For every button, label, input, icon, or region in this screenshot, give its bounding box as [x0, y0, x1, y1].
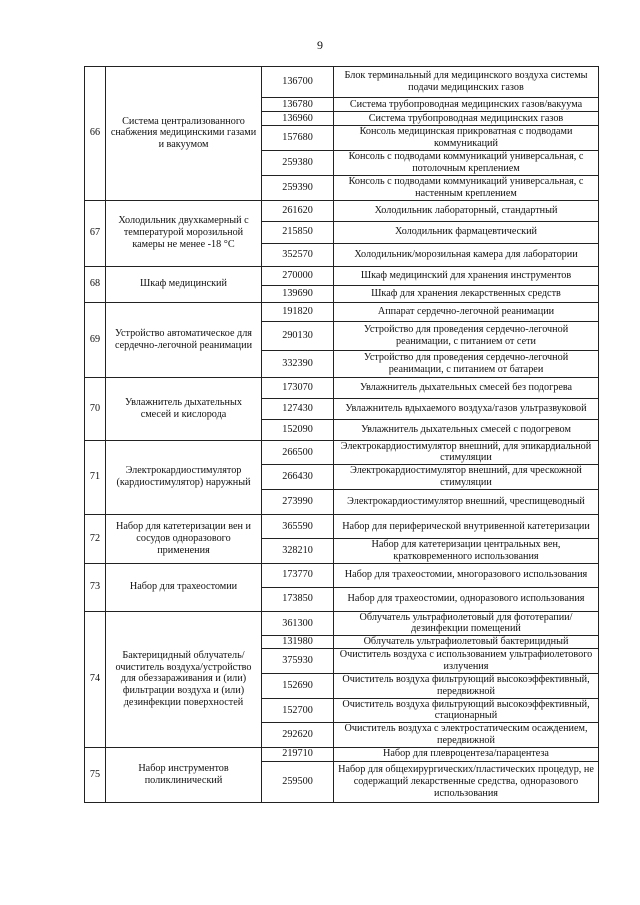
item-code: 136700: [262, 67, 334, 98]
item-code: 375930: [262, 649, 334, 674]
item-description: Система трубопроводная медицинских газов/вакуума: [334, 98, 599, 112]
item-code: 127430: [262, 398, 334, 419]
item-description: Блок терминальный для медицинского воздуха системы подачи медицинских газов: [334, 67, 599, 98]
item-description: Очиститель воздуха с использованием ультрафиолетового излучения: [334, 649, 599, 674]
group-number: 69: [85, 302, 106, 377]
group-name: Увлажнитель дыхательных смесей и кислорода: [106, 377, 262, 440]
group-number: 67: [85, 200, 106, 266]
group-number: 70: [85, 377, 106, 440]
item-description: Электрокардиостимулятор внешний, чреспищеводный: [334, 489, 599, 514]
table-row: [85, 514, 599, 538]
group-name: Набор инструментов поликлинический: [106, 747, 262, 802]
item-code: 290130: [262, 321, 334, 350]
group-number: 66: [85, 67, 106, 201]
page-number: 9: [317, 38, 323, 52]
item-code: 152090: [262, 419, 334, 440]
item-code: 152700: [262, 698, 334, 723]
group-name: Шкаф медицинский: [106, 266, 262, 302]
table-row: [85, 67, 599, 98]
item-description: Шкаф медицинский для хранения инструментов: [334, 266, 599, 285]
item-description: Холодильник фармацевтический: [334, 221, 599, 243]
item-description: Набор для трахеостомии, многоразового использования: [334, 563, 599, 587]
group-number: 75: [85, 747, 106, 802]
item-code: 157680: [262, 126, 334, 151]
item-description: Электрокардиостимулятор внешний, для эпикардиальной стимуляции: [334, 440, 599, 465]
item-code: 261620: [262, 200, 334, 221]
group-number: 68: [85, 266, 106, 302]
group-name: Электрокардиостимулятор (кардиостимулятор) наружный: [106, 440, 262, 514]
item-description: Набор для плевроцентеза/парацентеза: [334, 747, 599, 761]
group-name: Устройство автоматическое для сердечно-легочной реанимации: [106, 302, 262, 377]
item-code: 173070: [262, 377, 334, 398]
table-row: [85, 563, 599, 587]
item-description: Очиститель воздуха с электростатическим осаждением, передвижной: [334, 723, 599, 748]
item-code: 292620: [262, 723, 334, 748]
item-code: 266500: [262, 440, 334, 465]
item-description: Консоль с подводами коммуникаций универсальная, с потолочным креплением: [334, 150, 599, 175]
item-description: Устройство для проведения сердечно-легочной реанимации, с питанием от батареи: [334, 350, 599, 377]
item-description: Набор для общехирургических/пластических процедур, не содержащий лекарственные средства, одноразового использования: [334, 761, 599, 802]
item-code: 259390: [262, 175, 334, 200]
item-code: 273990: [262, 489, 334, 514]
group-number: 71: [85, 440, 106, 514]
item-code: 152690: [262, 673, 334, 698]
group-name: Бактерицидный облучатель/очиститель воздуха/устройство для обеззараживания и (или) фильтрации воздуха и (или) дезинфекции поверхностей: [106, 611, 262, 747]
table-row: [85, 377, 599, 398]
item-description: Набор для трахеостомии, одноразового использования: [334, 587, 599, 611]
item-description: Консоль с подводами коммуникаций универсальная, с настенным креплением: [334, 175, 599, 200]
item-code: 352570: [262, 243, 334, 266]
table-row: [85, 611, 599, 636]
item-code: 365590: [262, 514, 334, 538]
item-code: 259500: [262, 761, 334, 802]
item-description: Шкаф для хранения лекарственных средств: [334, 285, 599, 302]
item-code: 191820: [262, 302, 334, 321]
item-description: Аппарат сердечно-легочной реанимации: [334, 302, 599, 321]
item-description: Облучатель ультрафиолетовый для фототерапии/дезинфекции помещений: [334, 611, 599, 636]
item-description: Увлажнитель дыхательных смесей с подогревом: [334, 419, 599, 440]
item-description: Холодильник лабораторный, стандартный: [334, 200, 599, 221]
group-name: Набор для трахеостомии: [106, 563, 262, 611]
item-code: 270000: [262, 266, 334, 285]
item-code: 219710: [262, 747, 334, 761]
item-code: 266430: [262, 465, 334, 490]
item-description: Очиститель воздуха фильтрующий высокоэффективный, передвижной: [334, 673, 599, 698]
item-code: 332390: [262, 350, 334, 377]
group-name: Холодильник двухкамерный с температурой морозильной камеры не менее -18 °С: [106, 200, 262, 266]
item-code: 173770: [262, 563, 334, 587]
item-code: 136960: [262, 112, 334, 126]
equipment-table: [84, 66, 599, 803]
group-number: 73: [85, 563, 106, 611]
item-description: Облучатель ультрафиолетовый бактерицидный: [334, 636, 599, 649]
item-description: Устройство для проведения сердечно-легочной реанимации, с питанием от сети: [334, 321, 599, 350]
group-number: 74: [85, 611, 106, 747]
group-name: Набор для катетеризации вен и сосудов одноразового применения: [106, 514, 262, 563]
table-row: [85, 266, 599, 285]
item-code: 136780: [262, 98, 334, 112]
table-row: [85, 302, 599, 321]
item-description: Холодильник/морозильная камера для лаборатории: [334, 243, 599, 266]
table-row: [85, 200, 599, 221]
item-code: 139690: [262, 285, 334, 302]
item-description: Система трубопроводная медицинских газов: [334, 112, 599, 126]
item-description: Увлажнитель дыхательных смесей без подогрева: [334, 377, 599, 398]
item-description: Электрокардиостимулятор внешний, для чрескожной стимуляции: [334, 465, 599, 490]
item-code: 215850: [262, 221, 334, 243]
group-number: 72: [85, 514, 106, 563]
item-code: 173850: [262, 587, 334, 611]
item-code: 131980: [262, 636, 334, 649]
group-name: Система централизованного снабжения медицинскими газами и вакуумом: [106, 67, 262, 201]
item-code: 361300: [262, 611, 334, 636]
table-row: [85, 747, 599, 761]
item-description: Увлажнитель вдыхаемого воздуха/газов ультразвуковой: [334, 398, 599, 419]
item-code: 328210: [262, 538, 334, 563]
item-description: Очиститель воздуха фильтрующий высокоэффективный, стационарный: [334, 698, 599, 723]
item-description: Консоль медицинская прикроватная с подводами коммуникаций: [334, 126, 599, 151]
item-description: Набор для катетеризации центральных вен, кратковременного использования: [334, 538, 599, 563]
item-description: Набор для периферической внутривенной катетеризации: [334, 514, 599, 538]
table-row: [85, 440, 599, 465]
item-code: 259380: [262, 150, 334, 175]
